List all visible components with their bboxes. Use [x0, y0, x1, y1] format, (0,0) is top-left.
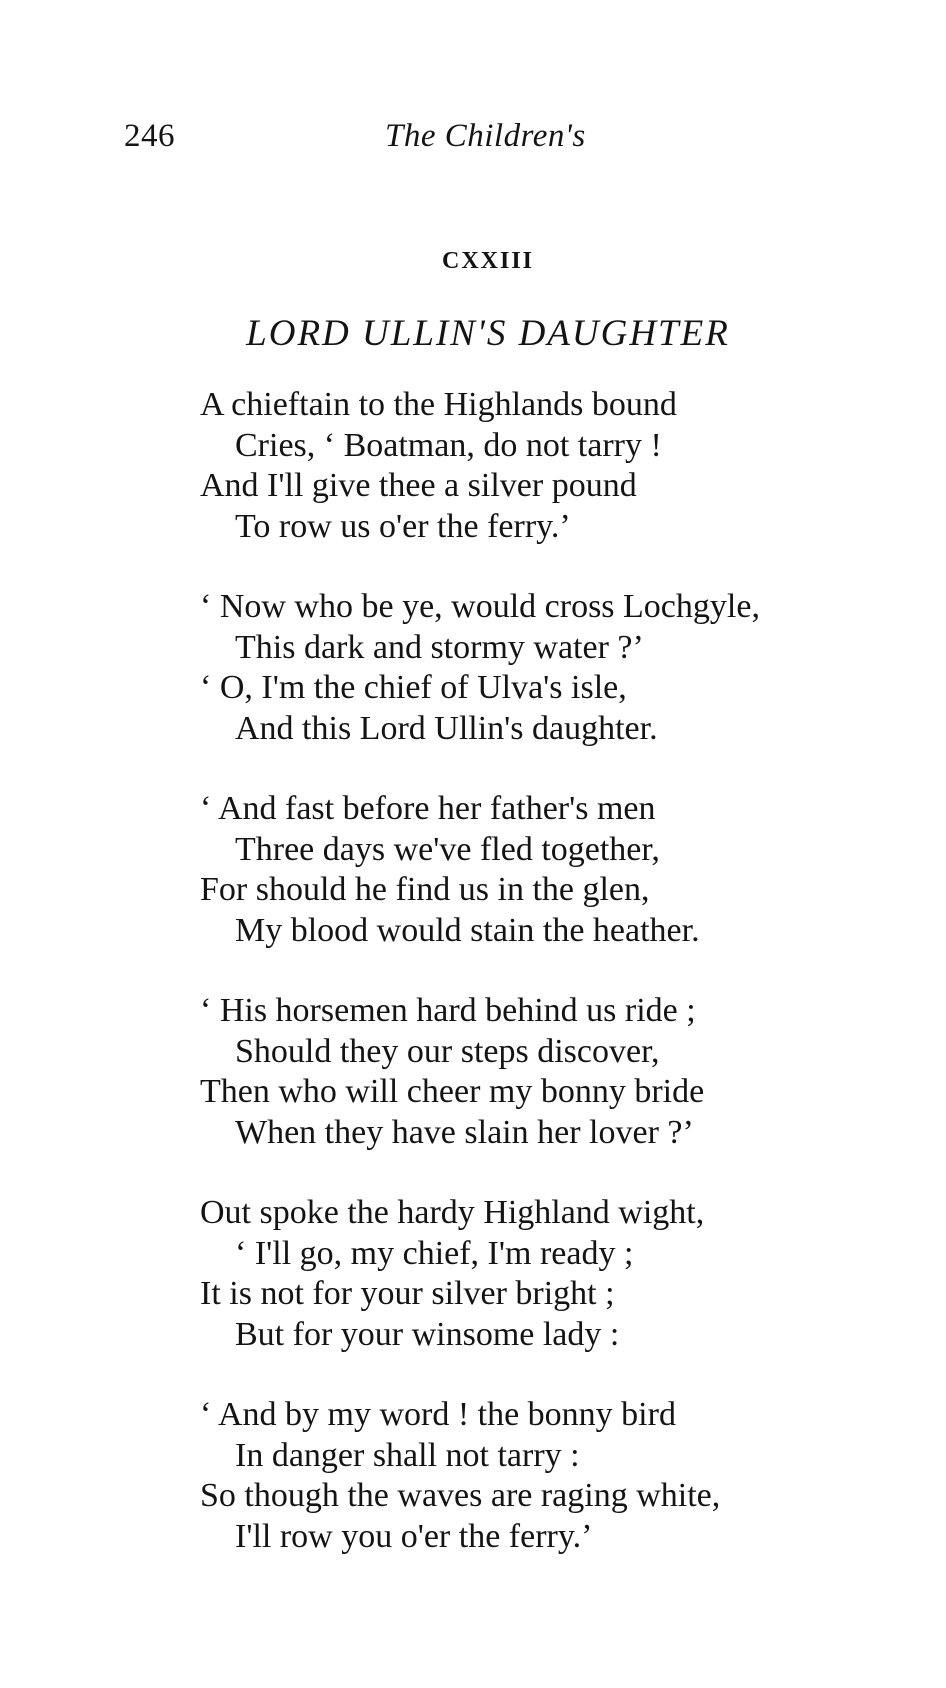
poem-title: LORD ULLIN'S DAUGHTER: [246, 313, 730, 354]
poem-line: ‘ I'll go, my chief, I'm ready ;: [235, 1234, 634, 1272]
stanza: [200, 587, 900, 749]
poem-line: For should he find us in the glen,: [200, 871, 650, 908]
poem-line: When they have slain her lover ?’: [235, 1113, 694, 1151]
poem-line: ‘ And by my word ! the bonny bird: [200, 1396, 676, 1433]
poem-line: This dark and stormy water ?’: [235, 628, 644, 666]
running-head: [0, 118, 946, 158]
poem-line: ‘ O, I'm the chief of Ulva's isle,: [200, 669, 627, 706]
poem-line: Out spoke the hardy Highland wight,: [200, 1194, 705, 1231]
poem-line: Three days we've fled together,: [235, 830, 660, 868]
poem-line: Then who will cheer my bonny bride: [200, 1073, 705, 1110]
poem-line: And I'll give thee a silver pound: [200, 467, 637, 504]
poem-line: A chieftain to the Highlands bound: [200, 386, 677, 423]
poem-line: In danger shall not tarry :: [235, 1436, 580, 1474]
poem-number: CXXIII: [441, 248, 534, 274]
poem-line: ‘ And fast before her father's men: [200, 790, 656, 827]
poem-line: Should they our steps discover,: [235, 1032, 660, 1070]
stanza: [200, 1395, 900, 1557]
poem-body: [200, 385, 900, 1597]
poem-line: But for your winsome lady :: [235, 1315, 620, 1353]
poem-line: Cries, ‘ Boatman, do not tarry !: [235, 426, 662, 464]
poem-line: It is not for your silver bright ;: [200, 1275, 615, 1312]
running-title: The Children's: [385, 118, 586, 154]
stanza: [200, 1193, 900, 1355]
poem-line: ‘ Now who be ye, would cross Lochgyle,: [200, 588, 760, 625]
page-number: 246: [124, 118, 175, 154]
stanza: [200, 789, 900, 951]
poem-line: And this Lord Ullin's daughter.: [235, 709, 658, 747]
poem-line: To row us o'er the ferry.’: [235, 507, 571, 545]
poem-line: ‘ His horsemen hard behind us ride ;: [200, 992, 696, 1029]
stanza: [200, 385, 900, 547]
poem-line: I'll row you o'er the ferry.’: [235, 1517, 593, 1555]
poem-line: So though the waves are raging white,: [200, 1477, 721, 1514]
stanza: [200, 991, 900, 1153]
poem-line: My blood would stain the heather.: [235, 911, 700, 949]
